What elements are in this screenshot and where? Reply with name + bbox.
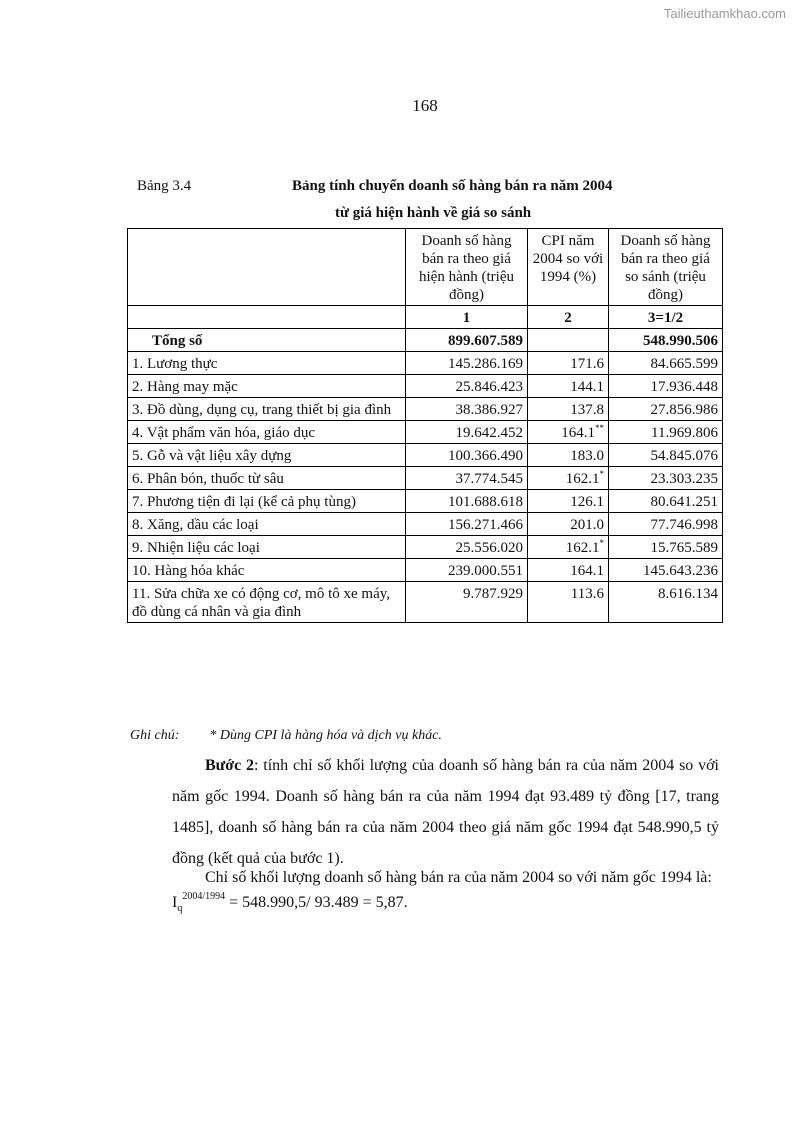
table-label: Bảng 3.4 xyxy=(137,178,192,194)
row-comparable-price-text: 77.746.998 xyxy=(650,517,718,533)
formula-symbol: I xyxy=(172,894,178,911)
header-cpi: CPI năm 2004 so với 1994 (%) xyxy=(528,229,609,306)
row-label-text: 4. Vật phẩm văn hóa, giáo dục xyxy=(132,425,316,441)
row-label-text: 5. Gỗ và vật liệu xây dựng xyxy=(132,448,292,464)
row-label xyxy=(128,421,406,444)
row-comparable-price xyxy=(609,490,723,513)
row-current-price-text: 145.286.169 xyxy=(448,356,523,372)
row-label xyxy=(128,352,406,375)
table-title-line1: Bảng tính chuyển doanh số hàng bán ra năm 2004 xyxy=(292,178,613,194)
row-current-price xyxy=(406,375,528,398)
table-title-line2: từ giá hiện hành về giá so sánh xyxy=(335,205,532,221)
row-label xyxy=(128,375,406,398)
row-current-price-text: 9.787.929 xyxy=(463,586,523,602)
row-label-text: 11. Sửa chữa xe có động cơ, mô tô xe máy, đồ dùng cá nhân và gia đình xyxy=(132,586,391,620)
total-cpi xyxy=(528,329,609,352)
row-current-price-text: 101.688.618 xyxy=(448,494,523,510)
total-label: Tổng số xyxy=(128,329,406,352)
row-current-price xyxy=(406,444,528,467)
row-cpi xyxy=(528,582,609,623)
row-cpi-text: 144.1 xyxy=(570,379,604,395)
row-comparable-price-text: 11.969.806 xyxy=(651,425,718,441)
formula-subscript: q xyxy=(177,903,183,914)
table-row xyxy=(128,536,723,559)
row-comparable-price xyxy=(609,444,723,467)
table-note xyxy=(130,728,442,744)
row-comparable-price xyxy=(609,375,723,398)
table-row xyxy=(128,352,723,375)
column-number-blank xyxy=(128,306,406,329)
table-header-row xyxy=(128,229,723,306)
row-current-price-text: 19.642.452 xyxy=(455,425,523,441)
row-comparable-price-text: 17.936.448 xyxy=(650,379,718,395)
row-label xyxy=(128,398,406,421)
row-current-price-text: 25.846.423 xyxy=(455,379,523,395)
header-comparable-price: Doanh số hàng bán ra theo giá so sánh (triệu đồng) xyxy=(609,229,723,306)
row-label-text: 3. Đồ dùng, dụng cụ, trang thiết bị gia đình xyxy=(132,402,392,418)
row-comparable-price-text: 80.641.251 xyxy=(650,494,718,510)
column-number-3: 3=1/2 xyxy=(609,306,723,329)
row-current-price xyxy=(406,352,528,375)
table-row xyxy=(128,513,723,536)
row-cpi-text: 162.1 xyxy=(565,471,600,487)
formula-rhs: = 548.990,5/ 93.489 = 5,87. xyxy=(225,894,408,911)
column-number-2: 2 xyxy=(528,306,609,329)
row-comparable-price-text: 27.856.986 xyxy=(650,402,718,418)
page-number: 168 xyxy=(412,96,438,115)
cpi-footnote-mark: * xyxy=(599,469,604,479)
row-cpi xyxy=(528,444,609,467)
watermark: Tailieuthamkhao.com xyxy=(663,6,786,21)
row-cpi xyxy=(528,375,609,398)
row-label xyxy=(128,582,406,623)
total-row xyxy=(128,329,723,352)
row-label xyxy=(128,513,406,536)
table-row xyxy=(128,421,723,444)
row-current-price xyxy=(406,467,528,490)
row-current-price-text: 100.366.490 xyxy=(448,448,523,464)
row-cpi xyxy=(528,398,609,421)
row-cpi-text: 183.0 xyxy=(570,448,604,464)
row-label xyxy=(128,467,406,490)
row-label-text: 9. Nhiện liệu các loại xyxy=(132,540,260,556)
row-comparable-price xyxy=(609,536,723,559)
row-current-price xyxy=(406,421,528,444)
row-cpi xyxy=(528,421,609,444)
row-comparable-price-text: 15.765.589 xyxy=(650,540,718,556)
row-comparable-price xyxy=(609,467,723,490)
row-cpi-text: 164.1 xyxy=(561,425,595,441)
row-comparable-price xyxy=(609,513,723,536)
note-text: * Dùng CPI là hàng hóa và dịch vụ khác. xyxy=(209,728,442,743)
row-comparable-price xyxy=(609,582,723,623)
table-row xyxy=(128,398,723,421)
table-row xyxy=(128,467,723,490)
row-comparable-price-text: 23.303.235 xyxy=(650,471,718,487)
row-current-price xyxy=(406,398,528,421)
row-label xyxy=(128,490,406,513)
row-cpi-text: 164.1 xyxy=(570,563,604,579)
row-cpi-text: 162.1 xyxy=(565,540,600,556)
row-comparable-price xyxy=(609,559,723,582)
row-cpi-text: 137.8 xyxy=(570,402,604,418)
row-current-price-text: 25.556.020 xyxy=(455,540,523,556)
row-cpi-text: 113.6 xyxy=(570,586,604,602)
table-row xyxy=(128,375,723,398)
row-cpi xyxy=(528,559,609,582)
column-number-1: 1 xyxy=(406,306,528,329)
row-current-price xyxy=(406,513,528,536)
row-cpi-text: 171.6 xyxy=(570,356,604,372)
row-cpi xyxy=(528,352,609,375)
row-current-price-text: 239.000.551 xyxy=(448,563,523,579)
step-text: : tính chỉ số khối lượng của doanh số hàng bán ra của năm 2004 so với năm gốc 1994. Doanh số hàng bán ra của năm 1994 đạt 93.489 tỷ đồng [17, trang 1485], doanh số hàng bán ra của năm 2004 theo giá năm gốc 1994 đạt 548.990,5 tỷ đồng (kết quả của bước 1). xyxy=(172,757,720,867)
row-comparable-price-text: 54.845.076 xyxy=(650,448,718,464)
note-label: Ghi chú: xyxy=(130,728,180,743)
cpi-footnote-mark: ** xyxy=(595,423,604,433)
row-current-price-text: 38.386.927 xyxy=(455,402,523,418)
row-label-text: 7. Phương tiện đi lại (kể cả phụ tùng) xyxy=(132,494,356,510)
total-current-price: 899.607.589 xyxy=(406,329,528,352)
formula xyxy=(172,891,408,914)
cpi-footnote-mark: * xyxy=(599,538,604,548)
row-comparable-price xyxy=(609,398,723,421)
total-comparable-price: 548.990.506 xyxy=(609,329,723,352)
table-row xyxy=(128,559,723,582)
row-current-price-text: 37.774.545 xyxy=(455,471,523,487)
table-row xyxy=(128,490,723,513)
row-label xyxy=(128,444,406,467)
step2-paragraph xyxy=(172,750,719,874)
row-comparable-price xyxy=(609,421,723,444)
row-cpi xyxy=(528,536,609,559)
column-number-row xyxy=(128,306,723,329)
row-label-text: 10. Hàng hóa khác xyxy=(132,563,245,579)
index-sentence: Chỉ số khối lượng doanh số hàng bán ra của năm 2004 so với năm gốc 1994 là: xyxy=(205,869,712,886)
row-cpi-text: 126.1 xyxy=(570,494,604,510)
row-label-text: 6. Phân bón, thuốc từ sâu xyxy=(132,471,284,487)
row-label-text: 2. Hàng may mặc xyxy=(132,379,238,395)
sales-table xyxy=(127,228,723,623)
row-current-price xyxy=(406,559,528,582)
row-label-text: 1. Lương thực xyxy=(132,356,218,372)
row-current-price-text: 156.271.466 xyxy=(448,517,523,533)
row-label xyxy=(128,559,406,582)
row-comparable-price xyxy=(609,352,723,375)
row-comparable-price-text: 8.616.134 xyxy=(658,586,718,602)
row-comparable-price-text: 84.665.599 xyxy=(650,356,718,372)
table-row xyxy=(128,582,723,623)
row-cpi xyxy=(528,513,609,536)
row-label xyxy=(128,536,406,559)
row-cpi xyxy=(528,467,609,490)
formula-superscript: 2004/1994 xyxy=(182,891,226,902)
row-cpi xyxy=(528,490,609,513)
step-label: Bước 2 xyxy=(205,757,255,774)
row-current-price xyxy=(406,490,528,513)
row-current-price xyxy=(406,582,528,623)
row-comparable-price-text: 145.643.236 xyxy=(643,563,718,579)
header-cell-blank xyxy=(128,229,406,306)
row-label-text: 8. Xăng, dầu các loại xyxy=(132,517,259,533)
header-current-price: Doanh số hàng bán ra theo giá hiện hành (triệu đồng) xyxy=(406,229,528,306)
row-cpi-text: 201.0 xyxy=(570,517,604,533)
row-current-price xyxy=(406,536,528,559)
table-row xyxy=(128,444,723,467)
